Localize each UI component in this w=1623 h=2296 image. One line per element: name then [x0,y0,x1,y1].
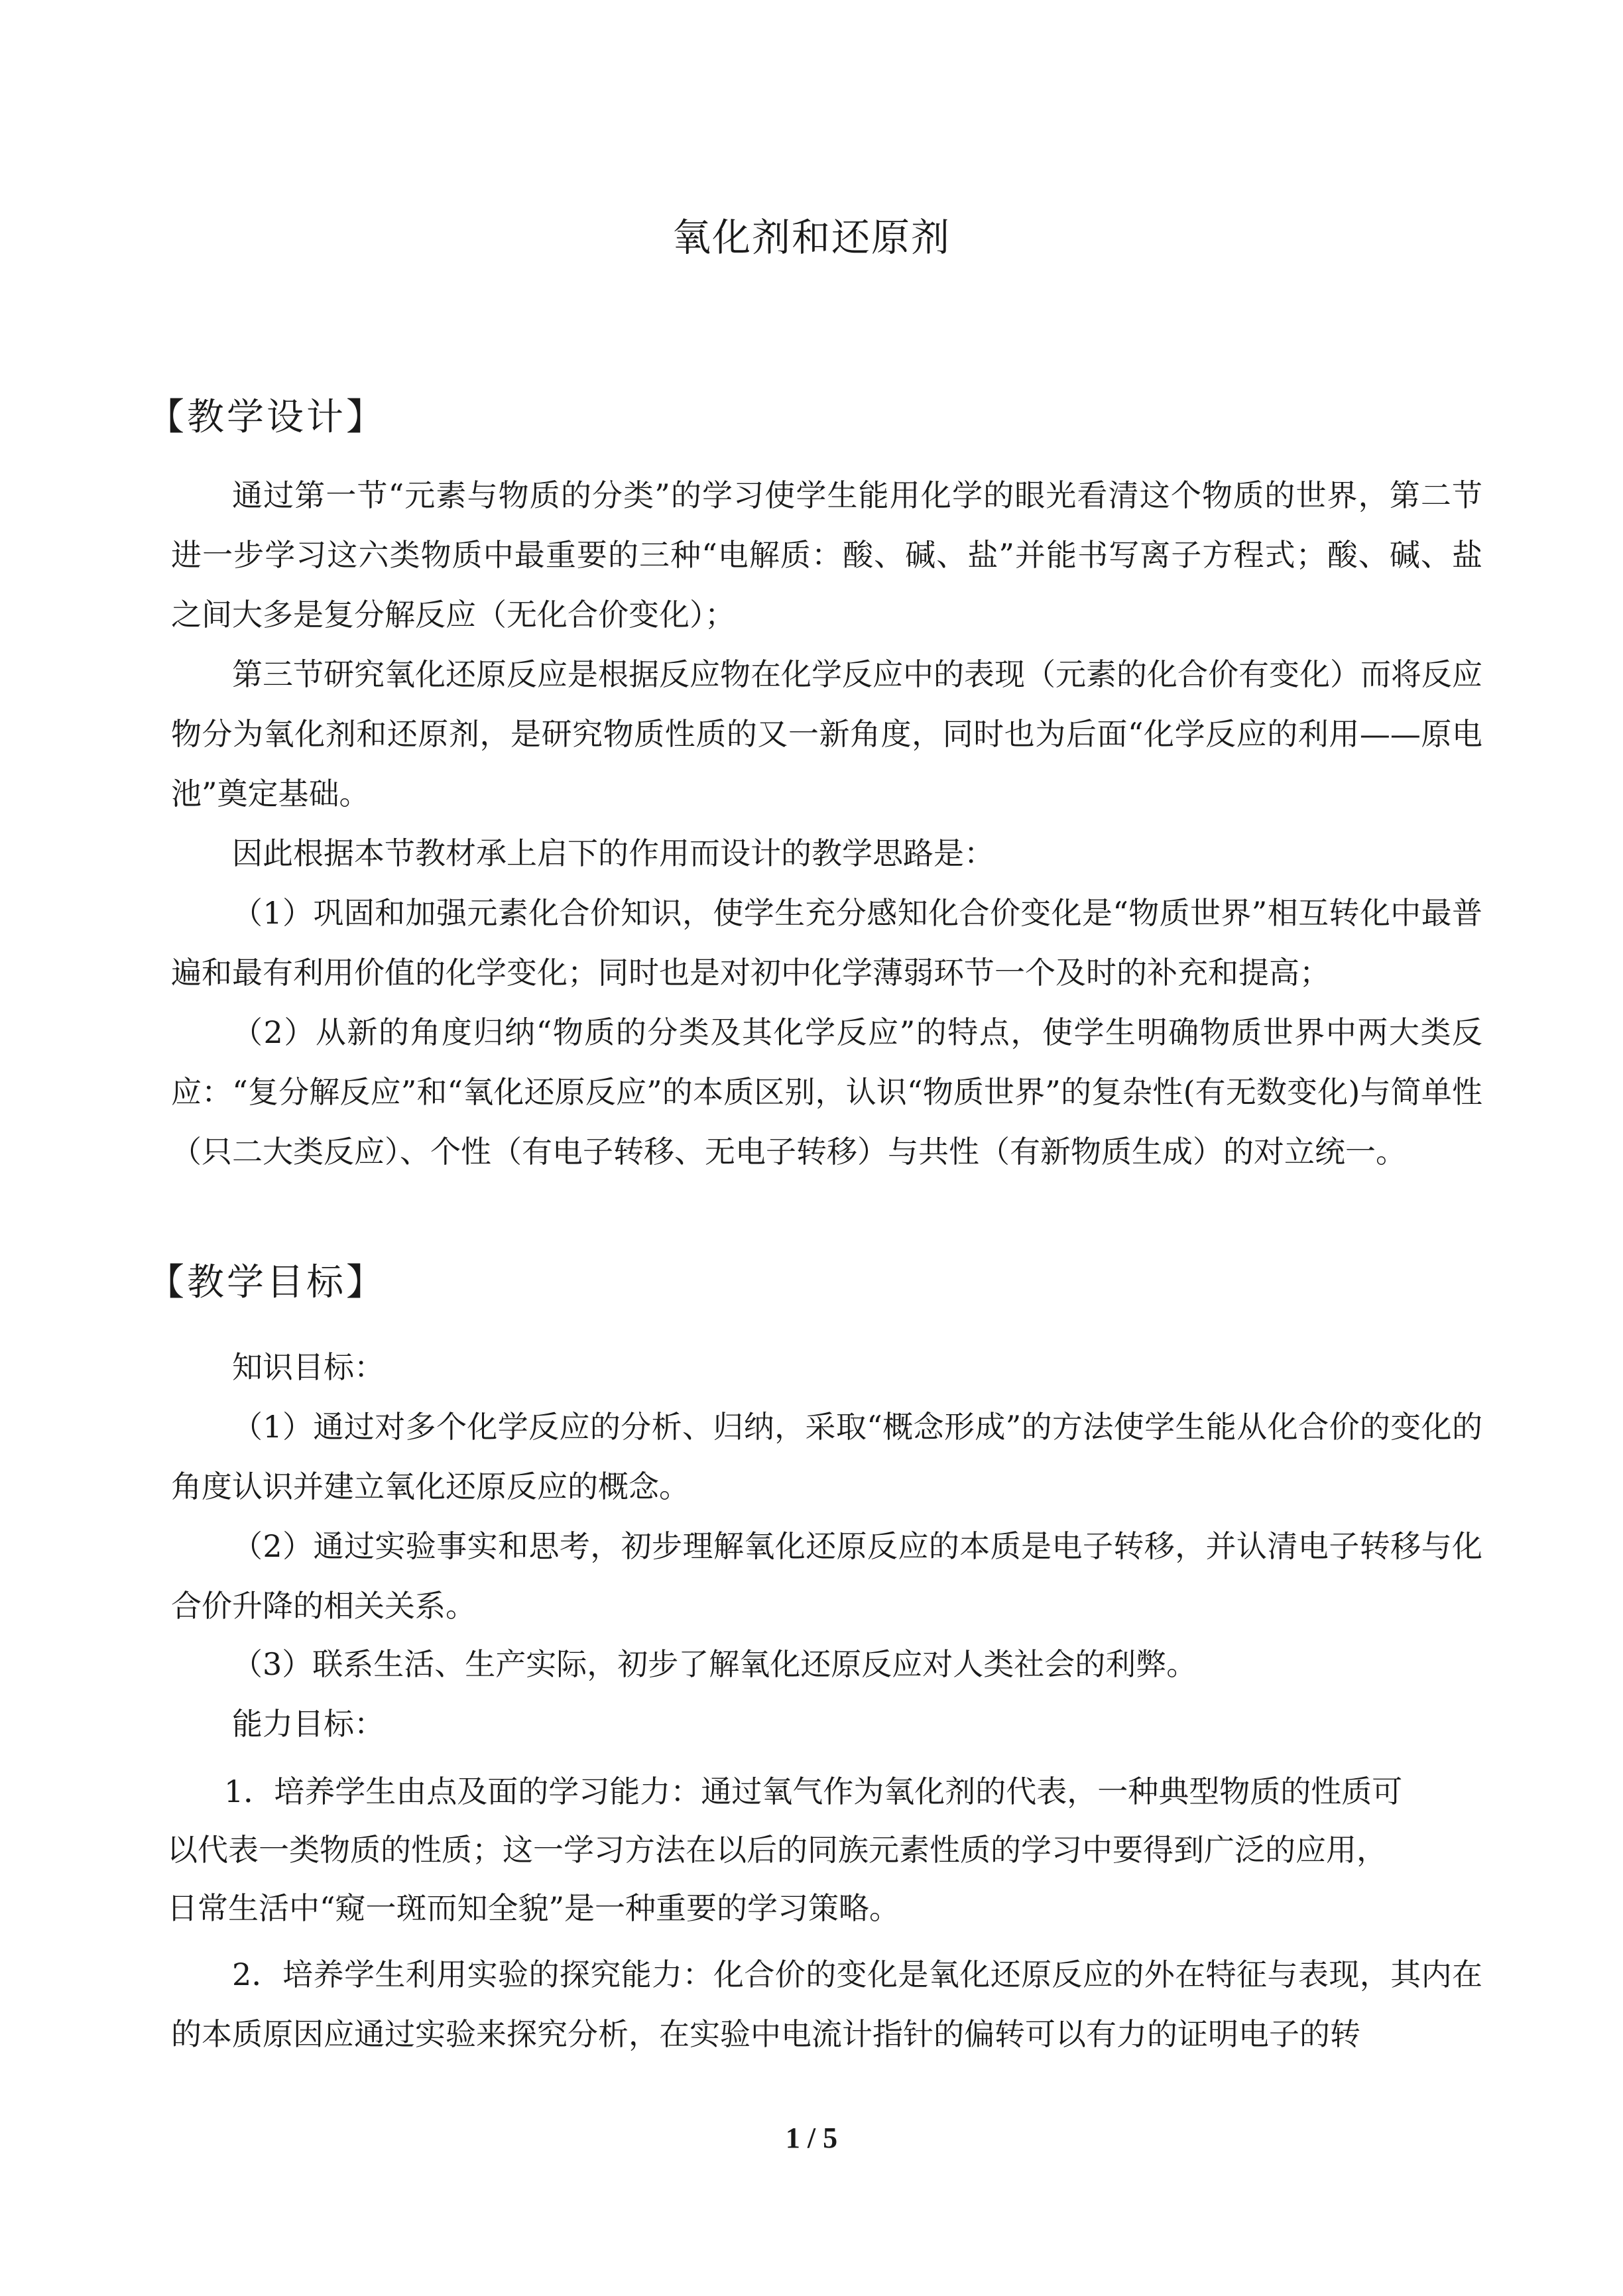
knowledge-goal-3: （3）联系生活、生产实际，初步了解氧化还原反应对人类社会的利弊。 [232,1646,1197,1682]
knowledge-goal-1: （1）通过对多个化学反应的分析、归纳，采取“概念形成”的方法使学生能从化合价的变化的角度认识并建立氧化还原反应的概念。 [171,1409,1482,1504]
page-number: 1 / 5 [785,2122,838,2154]
paragraph-design-4: （1）巩固和加强元素化合价知识，使学生充分感知化合价变化是“物质世界”相互转化中最普遍和最有利用价值的化学变化；同时也是对初中化学薄弱环节一个及时的补充和提高； [171,895,1482,991]
paragraph-design-5: （2）从新的角度归纳“物质的分类及其化学反应”的特点，使学生明确物质世界中两大类反应：“复分解反应”和“氧化还原反应”的本质区别，认识“物质世界”的复杂性(有无数变化)与简单性（只二大类反应）、个性（有电子转移、无电子转移）与共性（有新物质生成）的对立统一。 [171,1014,1482,1170]
knowledge-goal-2: （2）通过实验事实和思考，初步理解氧化还原反应的本质是电子转移，并认清电子转移与化合价升降的相关关系。 [171,1528,1482,1624]
paragraph-design-2: 第三节研究氧化还原反应是根据反应物在化学反应中的表现（元素的化合价有变化）而将反应物分为氧化剂和还原剂，是研究物质性质的又一新角度，同时也为后面“化学反应的利用——原电池”奠定基础。 [171,656,1482,812]
document-title: 氧化剂和还原剂 [672,215,951,260]
section-heading-teaching-goals: 【教学目标】 [147,1261,386,1304]
ability-goal-1-line-2: 以代表一类物质的性质；这一学习方法在以后的同族元素性质的学习中要得到广泛的应用， [167,1832,1387,1868]
paragraph-design-1: 通过第一节“元素与物质的分类”的学习使学生能用化学的眼光看清这个物质的世界，第二节进一步学习这六类物质中最重要的三种“电解质：酸、碱、盐”并能书写离子方程式；酸、碱、盐之间大多是复分解反应（无化合价变化）； [171,477,1482,633]
paragraph-design-3: 因此根据本节教材承上启下的作用而设计的教学思路是： [232,835,994,871]
ability-goal-1-line-3: 日常生活中“窥一斑而知全貌”是一种重要的学习策略。 [167,1890,900,1926]
ability-goal-2: 2．培养学生利用实验的探究能力：化合价的变化是氧化还原反应的外在特征与表现，其内在的本质原因应通过实验来探究分析，在实验中电流计指针的偏转可以有力的证明电子的转 [171,1957,1482,2052]
section-heading-teaching-design: 【教学设计】 [147,396,386,439]
ability-goals-label: 能力目标： [232,1706,385,1742]
knowledge-goals-label: 知识目标： [232,1349,385,1385]
ability-goal-1-line-1: 1．培养学生由点及面的学习能力：通过氧气作为氧化剂的代表，一种典型物质的性质可 [224,1774,1403,1809]
